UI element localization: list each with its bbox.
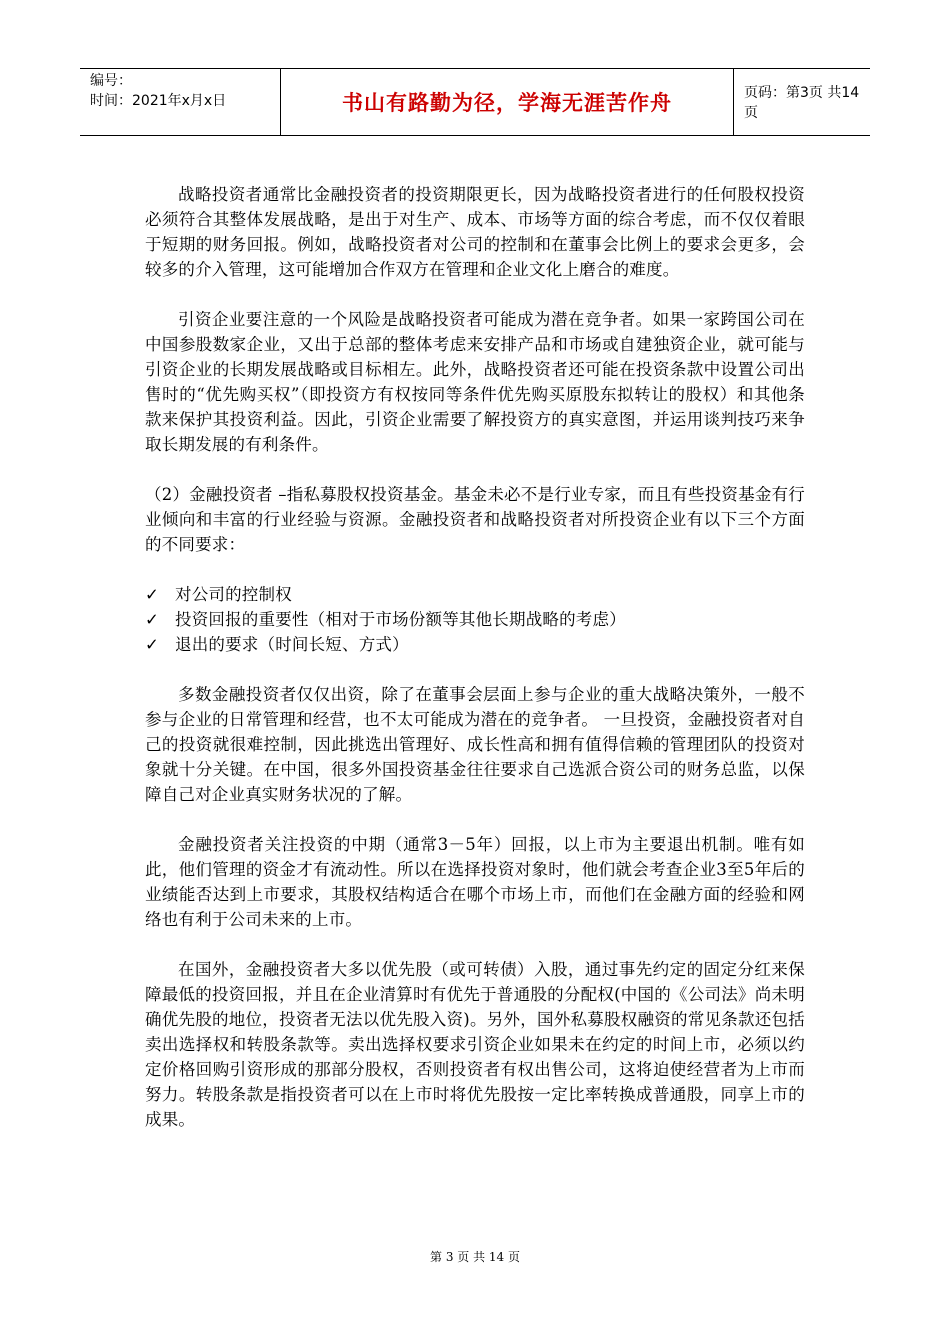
time-label: 时间：2021年x月x日 bbox=[90, 93, 227, 109]
list-item-text: 投资回报的重要性（相对于市场份额等其他长期战略的考虑） bbox=[175, 610, 626, 629]
paragraph: 引资企业要注意的一个风险是战略投资者可能成为潜在竞争者。如果一家跨国公司在中国参股数家企业，又出于总部的整体考虑来安排产品和市场或自建独资企业，就可能与引资企业的长期发展战略或目标相左。此外，战略投资者还可能在投资条款中设置公司出售时的“优先购买权”（即投资方有权按同等条件优先购买原股东拟转让的股权）和其他条款来保护其投资利益。因此，引资企业需要了解投资方的真实意图，并运用谈判技巧来争取长期发展的有利条件。 bbox=[145, 310, 805, 454]
header-meta bbox=[80, 69, 280, 135]
paragraph: 多数金融投资者仅仅出资，除了在董事会层面上参与企业的重大战略决策外，一般不参与企业的日常管理和经营，也不太可能成为潜在的竞争者。 一旦投资，金融投资者对自己的投资就很难控制，因此挑选出管理好、成长性高和拥有值得信赖的管理团队的投资对象就十分关键。在中国，很多外国投资基金往往要求自己选派合资公司的财务总监，以保障自己对企业真实财务状况的了解。 bbox=[145, 685, 805, 804]
paragraph: 战略投资者通常比金融投资者的投资期限更长，因为战略投资者进行的任何股权投资必须符合其整体发展战略，是出于对生产、成本、市场等方面的综合考虑，而不仅仅着眼于短期的财务回报。例如，战略投资者对公司的控制和在董事会比例上的要求会更多，会较多的介入管理，这可能增加合作双方在管理和企业文化上磨合的难度。 bbox=[145, 185, 805, 279]
check-icon: ✓ bbox=[145, 585, 160, 604]
list-item bbox=[145, 607, 805, 632]
list-item bbox=[145, 582, 805, 607]
list-item-text: 退出的要求（时间长短、方式） bbox=[175, 635, 409, 654]
header-motto: 书山有路勤为径，学海无涯苦作舟 bbox=[342, 91, 672, 115]
paragraph: 金融投资者关注投资的中期（通常3－5年）回报，以上市为主要退出机制。唯有如此，他们管理的资金才有流动性。所以在选择投资对象时，他们就会考查企业3至5年后的业绩能否达到上市要求，其股权结构适合在哪个市场上市，而他们在金融方面的经验和网络也有利于公司未来的上市。 bbox=[145, 835, 805, 929]
header-page-info: 页码：第3页 共14页 bbox=[744, 85, 860, 121]
list-item-text: 对公司的控制权 bbox=[175, 585, 292, 604]
number-label: 编号： bbox=[90, 73, 132, 89]
paragraph: 在国外，金融投资者大多以优先股（或可转债）入股，通过事先约定的固定分红来保障最低的投资回报，并且在企业清算时有优先于普通股的分配权(中国的《公司法》尚未明确优先股的地位，投资者无法以优先股入资)。另外，国外私募股权融资的常见条款还包括卖出选择权和转股条款等。卖出选择权要求引资企业如果未在约定的时间上市，必须以约定价格回购引资形成的那部分股权，否则投资者有权出售公司，这将迫使经营者为上市而努力。转股条款是指投资者可以在上市时将优先股按一定比率转换成普通股，同享上市的成果。 bbox=[145, 960, 805, 1129]
list-item bbox=[145, 632, 805, 657]
document-body bbox=[145, 182, 805, 1157]
requirement-list bbox=[145, 582, 805, 657]
paragraph: （2）金融投资者 –指私募股权投资基金。基金未必不是行业专家，而且有些投资基金有行业倾向和丰富的行业经验与资源。金融投资者和战略投资者对所投资企业有以下三个方面的不同要求： bbox=[145, 485, 805, 554]
check-icon: ✓ bbox=[145, 635, 160, 654]
page-footer: 第 3 页 共 14 页 bbox=[430, 1250, 520, 1264]
check-icon: ✓ bbox=[145, 610, 160, 629]
page-header bbox=[80, 68, 870, 136]
